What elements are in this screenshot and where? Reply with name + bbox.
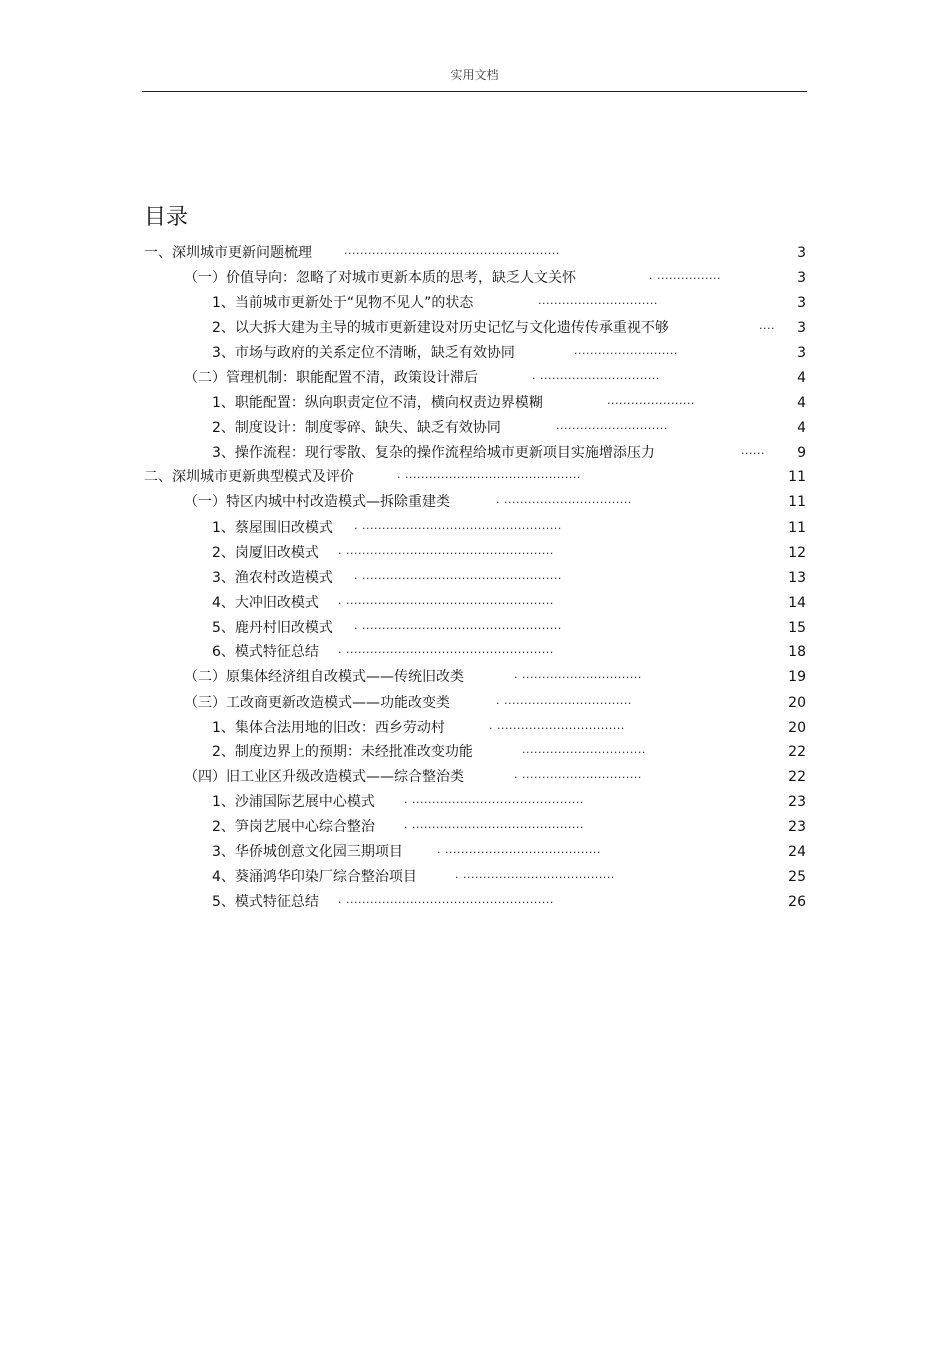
- toc-entry[interactable]: [0, 518, 950, 538]
- toc-entry[interactable]: [0, 842, 950, 862]
- toc-entry[interactable]: [0, 667, 950, 687]
- toc-entry-leader: . ....................................................: [338, 893, 554, 906]
- toc-entry-page-number: 15: [788, 620, 806, 636]
- toc-entry[interactable]: [0, 418, 950, 438]
- toc-entry-page-number: 19: [788, 669, 806, 685]
- toc-entry-label: 3、渔农村改造模式: [212, 570, 333, 586]
- header-divider: [142, 91, 807, 92]
- toc-entry-label: 4、大冲旧改模式: [212, 595, 319, 611]
- toc-entry-page-number: 11: [788, 469, 806, 485]
- toc-entry-leader: . ....................................................: [338, 643, 554, 656]
- toc-entry-leader: . ..................................................: [354, 519, 562, 532]
- toc-entry-label: 3、市场与政府的关系定位不清晰，缺乏有效协同: [212, 345, 515, 361]
- toc-entry-label: 2、制度设计：制度零碎、缺失、缺乏有效协同: [212, 420, 501, 436]
- toc-entry[interactable]: [0, 543, 950, 563]
- toc-entry-label: （一）价值导向：忽略了对城市更新本质的思考，缺乏人文关怀: [184, 270, 576, 286]
- toc-entry-page-number: 23: [788, 794, 806, 810]
- toc-entry-label: 2、岗厦旧改模式: [212, 545, 319, 561]
- toc-entry-leader: . ..............................: [532, 369, 660, 382]
- toc-entry-label: 5、鹿丹村旧改模式: [212, 620, 333, 636]
- toc-entry[interactable]: [0, 393, 950, 413]
- toc-entry-page-number: 22: [788, 769, 806, 785]
- toc-entry[interactable]: [0, 892, 950, 912]
- toc-entry-label: 3、华侨城创意文化园三期项目: [212, 844, 403, 860]
- toc-entry-leader: . ................: [649, 269, 721, 282]
- toc-entry[interactable]: [0, 593, 950, 613]
- toc-entry-page-number: 3: [797, 345, 806, 361]
- toc-entry-page-number: 11: [788, 494, 806, 510]
- toc-entry[interactable]: [0, 817, 950, 837]
- toc-entry-leader: . ...........................................: [404, 818, 584, 831]
- toc-entry-leader: . ......................................: [455, 868, 615, 881]
- toc-entry-leader: . ................................: [489, 719, 625, 732]
- toc-entry[interactable]: [0, 368, 950, 388]
- toc-entry-leader: . ...........................................: [404, 793, 584, 806]
- toc-entry-label: （二）原集体经济组自改模式——传统旧改类: [184, 669, 464, 685]
- toc-entry-label: 一、深圳城市更新问题梳理: [144, 245, 312, 261]
- toc-entry-label: 4、葵涌鸿华印染厂综合整治项目: [212, 869, 417, 885]
- toc-entry-page-number: 3: [797, 270, 806, 286]
- toc-entry-label: 2、制度边界上的预期：未经批准改变功能: [212, 744, 473, 760]
- toc-entry[interactable]: [0, 618, 950, 638]
- toc-entry[interactable]: [0, 693, 950, 713]
- toc-entry-page-number: 4: [797, 420, 806, 436]
- toc-entry-page-number: 20: [788, 720, 806, 736]
- toc-entry-leader: ..........................: [574, 344, 678, 357]
- toc-entry[interactable]: [0, 268, 950, 288]
- toc-entry-label: 1、当前城市更新处于“见物不见人”的状态: [212, 295, 474, 311]
- toc-entry-label: 1、集体合法用地的旧改：西乡劳动村: [212, 720, 445, 736]
- toc-entry[interactable]: [0, 243, 950, 263]
- toc-entry-page-number: 14: [788, 595, 806, 611]
- toc-entry[interactable]: [0, 318, 950, 338]
- toc-entry-label: 5、模式特征总结: [212, 894, 319, 910]
- toc-entry-page-number: 24: [788, 844, 806, 860]
- toc-entry-leader: . ..............................: [514, 768, 642, 781]
- toc-entry-leader: ......................................................: [344, 244, 560, 257]
- toc-entry-leader: . ....................................................: [338, 594, 554, 607]
- toc-entry-page-number: 4: [797, 370, 806, 386]
- toc-entry-leader: ......: [741, 444, 765, 457]
- toc-entry-page-number: 26: [788, 894, 806, 910]
- toc-entry-label: 1、蔡屋围旧改模式: [212, 520, 333, 536]
- toc-entry[interactable]: [0, 492, 950, 512]
- toc-entry-label: 1、沙浦国际艺展中心模式: [212, 794, 375, 810]
- toc-entry[interactable]: [0, 343, 950, 363]
- toc-entry-page-number: 3: [797, 320, 806, 336]
- toc-entry[interactable]: [0, 568, 950, 588]
- toc-entry-label: 3、操作流程：现行零散、复杂的操作流程给城市更新项目实施增添压力: [212, 445, 655, 461]
- toc-entry-leader: . ....................................................: [338, 544, 554, 557]
- toc-entry-page-number: 18: [788, 644, 806, 660]
- toc-entry-label: 6、模式特征总结: [212, 644, 319, 660]
- toc-entry-leader: ....: [759, 319, 775, 332]
- toc-entry-page-number: 20: [788, 695, 806, 711]
- toc-entry-leader: . ................................: [496, 694, 632, 707]
- toc-entry[interactable]: [0, 443, 950, 463]
- toc-entry-page-number: 4: [797, 395, 806, 411]
- toc-entry-leader: ............................: [556, 419, 668, 432]
- toc-entry-label: （三）工改商更新改造模式——功能改变类: [184, 695, 450, 711]
- toc-entry[interactable]: [0, 867, 950, 887]
- toc-entry-page-number: 11: [788, 520, 806, 536]
- toc-entry-leader: . ..................................................: [354, 569, 562, 582]
- toc-entry-label: （四）旧工业区升级改造模式——综合整治类: [184, 769, 464, 785]
- toc-entry-leader: ..............................: [538, 294, 658, 307]
- toc-entry-page-number: 25: [788, 869, 806, 885]
- toc-entry-label: （一）特区内城中村改造模式—拆除重建类: [184, 494, 450, 510]
- toc-entry-page-number: 3: [797, 295, 806, 311]
- toc-entry-page-number: 9: [797, 445, 806, 461]
- toc-entry-label: 2、笋岗艺展中心综合整治: [212, 819, 375, 835]
- toc-entry-leader: . ................................: [496, 493, 632, 506]
- toc-entry[interactable]: [0, 642, 950, 662]
- toc-entry[interactable]: [0, 293, 950, 313]
- toc-entry[interactable]: [0, 792, 950, 812]
- toc-entry-label: 2、以大拆大建为主导的城市更新建设对历史记忆与文化遗传传承重视不够: [212, 320, 669, 336]
- toc-entry-leader: . ..................................................: [354, 619, 562, 632]
- toc-entry-leader: . ............................................: [397, 468, 581, 481]
- toc-entry-page-number: 22: [788, 744, 806, 760]
- toc-title: 目录: [144, 205, 189, 230]
- toc-entry-page-number: 12: [788, 545, 806, 561]
- toc-entry-page-number: 23: [788, 819, 806, 835]
- toc-entry-page-number: 13: [788, 570, 806, 586]
- toc-entry-label: 1、职能配置：纵向职责定位不清，横向权责边界模糊: [212, 395, 543, 411]
- toc-entry-leader: ...............................: [522, 743, 646, 756]
- page-header: 实用文档: [450, 68, 499, 82]
- toc-entry-leader: . ..............................: [514, 668, 642, 681]
- toc-entry-page-number: 3: [797, 245, 806, 261]
- toc-entry-label: （二）管理机制：职能配置不清，政策设计滞后: [184, 370, 478, 386]
- toc-entry[interactable]: [0, 467, 950, 487]
- toc-entry-leader: ......................: [607, 394, 695, 407]
- toc-entry-leader: . .......................................: [437, 843, 601, 856]
- toc-entry-label: 二、深圳城市更新典型模式及评价: [144, 469, 354, 485]
- toc-entry[interactable]: [0, 718, 950, 738]
- toc-entry[interactable]: [0, 767, 950, 787]
- toc-entry[interactable]: [0, 742, 950, 762]
